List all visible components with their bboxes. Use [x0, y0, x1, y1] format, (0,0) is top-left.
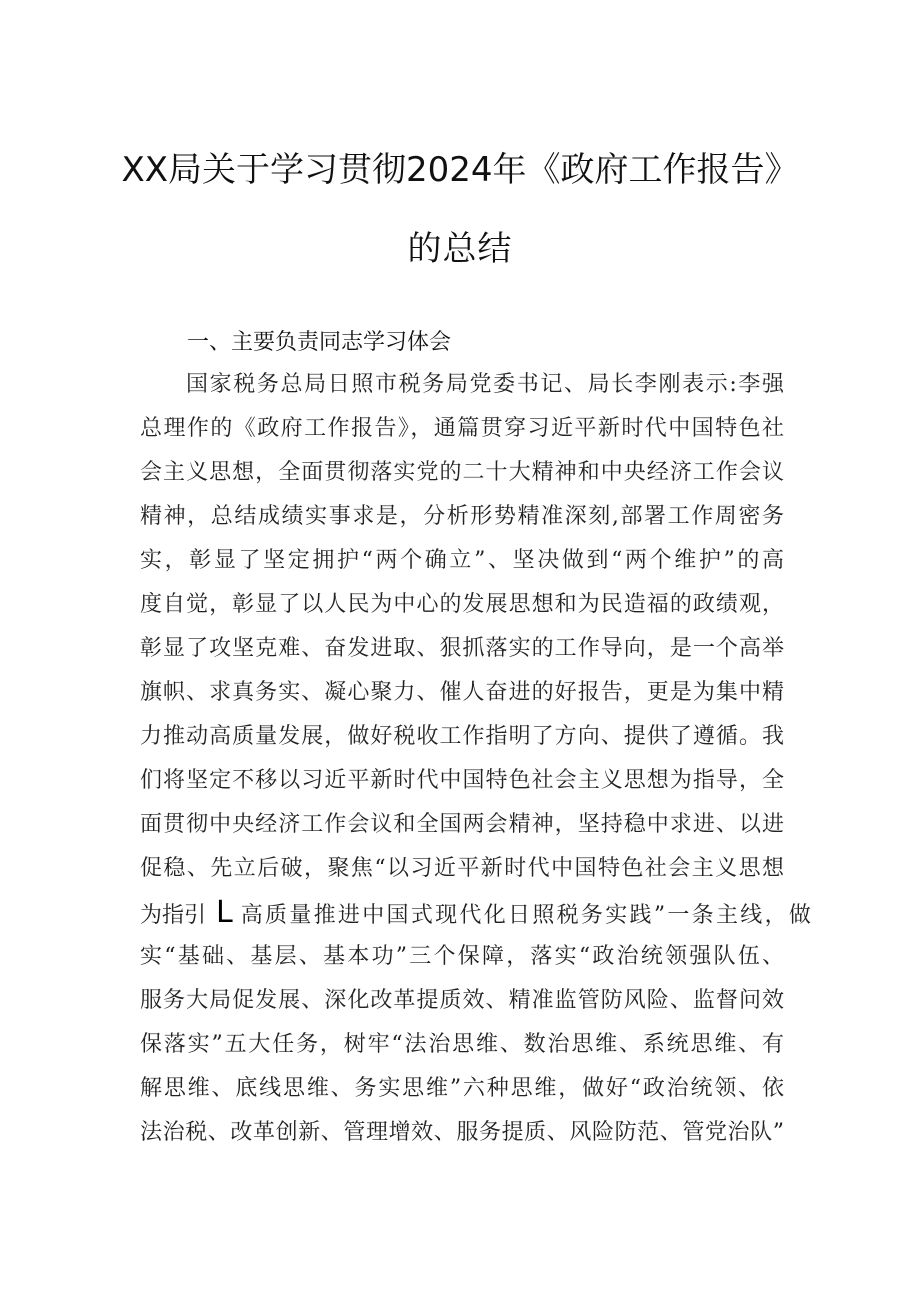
paragraph-line: 法治税、改革创新、管理增效、服务提质、风险防范、管党治队”: [140, 1120, 784, 1145]
paragraph-line: 国家税务总局日照市税务局党委书记、局长李刚表示:李强: [186, 372, 784, 397]
section-heading: 一、主要负责同志学习体会: [187, 330, 452, 355]
paragraph-line: 面贯彻中央经济工作会议和全国两会精神，坚持稳中求进、以进: [140, 812, 784, 837]
paragraph-line: 旗帜、求真务实、凝心聚力、催人奋进的好报告，更是为集中精: [140, 680, 784, 705]
paragraph-line: 实“基础、基层、基本功”三个保障，落实“政治统领强队伍、: [140, 944, 784, 969]
paragraph-line: 服务大局促发展、深化改革提质效、精准监管防风险、监督问效: [140, 988, 784, 1013]
paragraph-line: 们将坚定不移以习近平新时代中国特色社会主义思想为指导，全: [140, 768, 784, 793]
paragraph-fragment: 为指引: [140, 903, 207, 928]
paragraph-line: 彰显了攻坚克难、奋发进取、狠抓落实的工作导向，是一个高举: [140, 636, 784, 661]
paragraph-line: 力推动高质量发展，做好税收工作指明了方向、提供了遵循。我: [140, 724, 784, 749]
paragraph-line: 度自觉，彰显了以人民为中心的发展思想和为民造福的政绩观，: [140, 592, 784, 617]
paragraph-line: 实，彰显了坚定拥护“两个确立”、坚决做到“两个维护”的高: [140, 548, 784, 573]
paragraph-line: 解思维、底线思维、务实思维”六种思维，做好“政治统领、依: [140, 1076, 784, 1101]
paragraph-line: 保落实”五大任务，树牢“法治思维、数治思维、系统思维、有: [140, 1032, 784, 1057]
document-title-line-1: XX局关于学习贯彻2024年《政府工作报告》: [121, 150, 799, 190]
document-title-line-2: 的总结: [407, 229, 513, 269]
paragraph-line: 会主义思想，全面贯彻落实党的二十大精神和中央经济工作会议: [140, 460, 784, 485]
paragraph-line: 精神，总结成绩实事求是，分析形势精准深刻,部署工作周密务: [140, 504, 784, 529]
stray-glyph: L: [216, 895, 233, 930]
paragraph-line: 总理作的《政府工作报告》，通篇贯穿习近平新时代中国特色社: [140, 416, 784, 441]
paragraph-line-with-glyph: [140, 895, 814, 931]
paragraph-line: 促稳、先立后破，聚焦“以习近平新时代中国特色社会主义思想: [140, 856, 784, 881]
paragraph-fragment: 高质量推进中国式现代化日照税务实践”一条主线，做: [240, 903, 814, 928]
